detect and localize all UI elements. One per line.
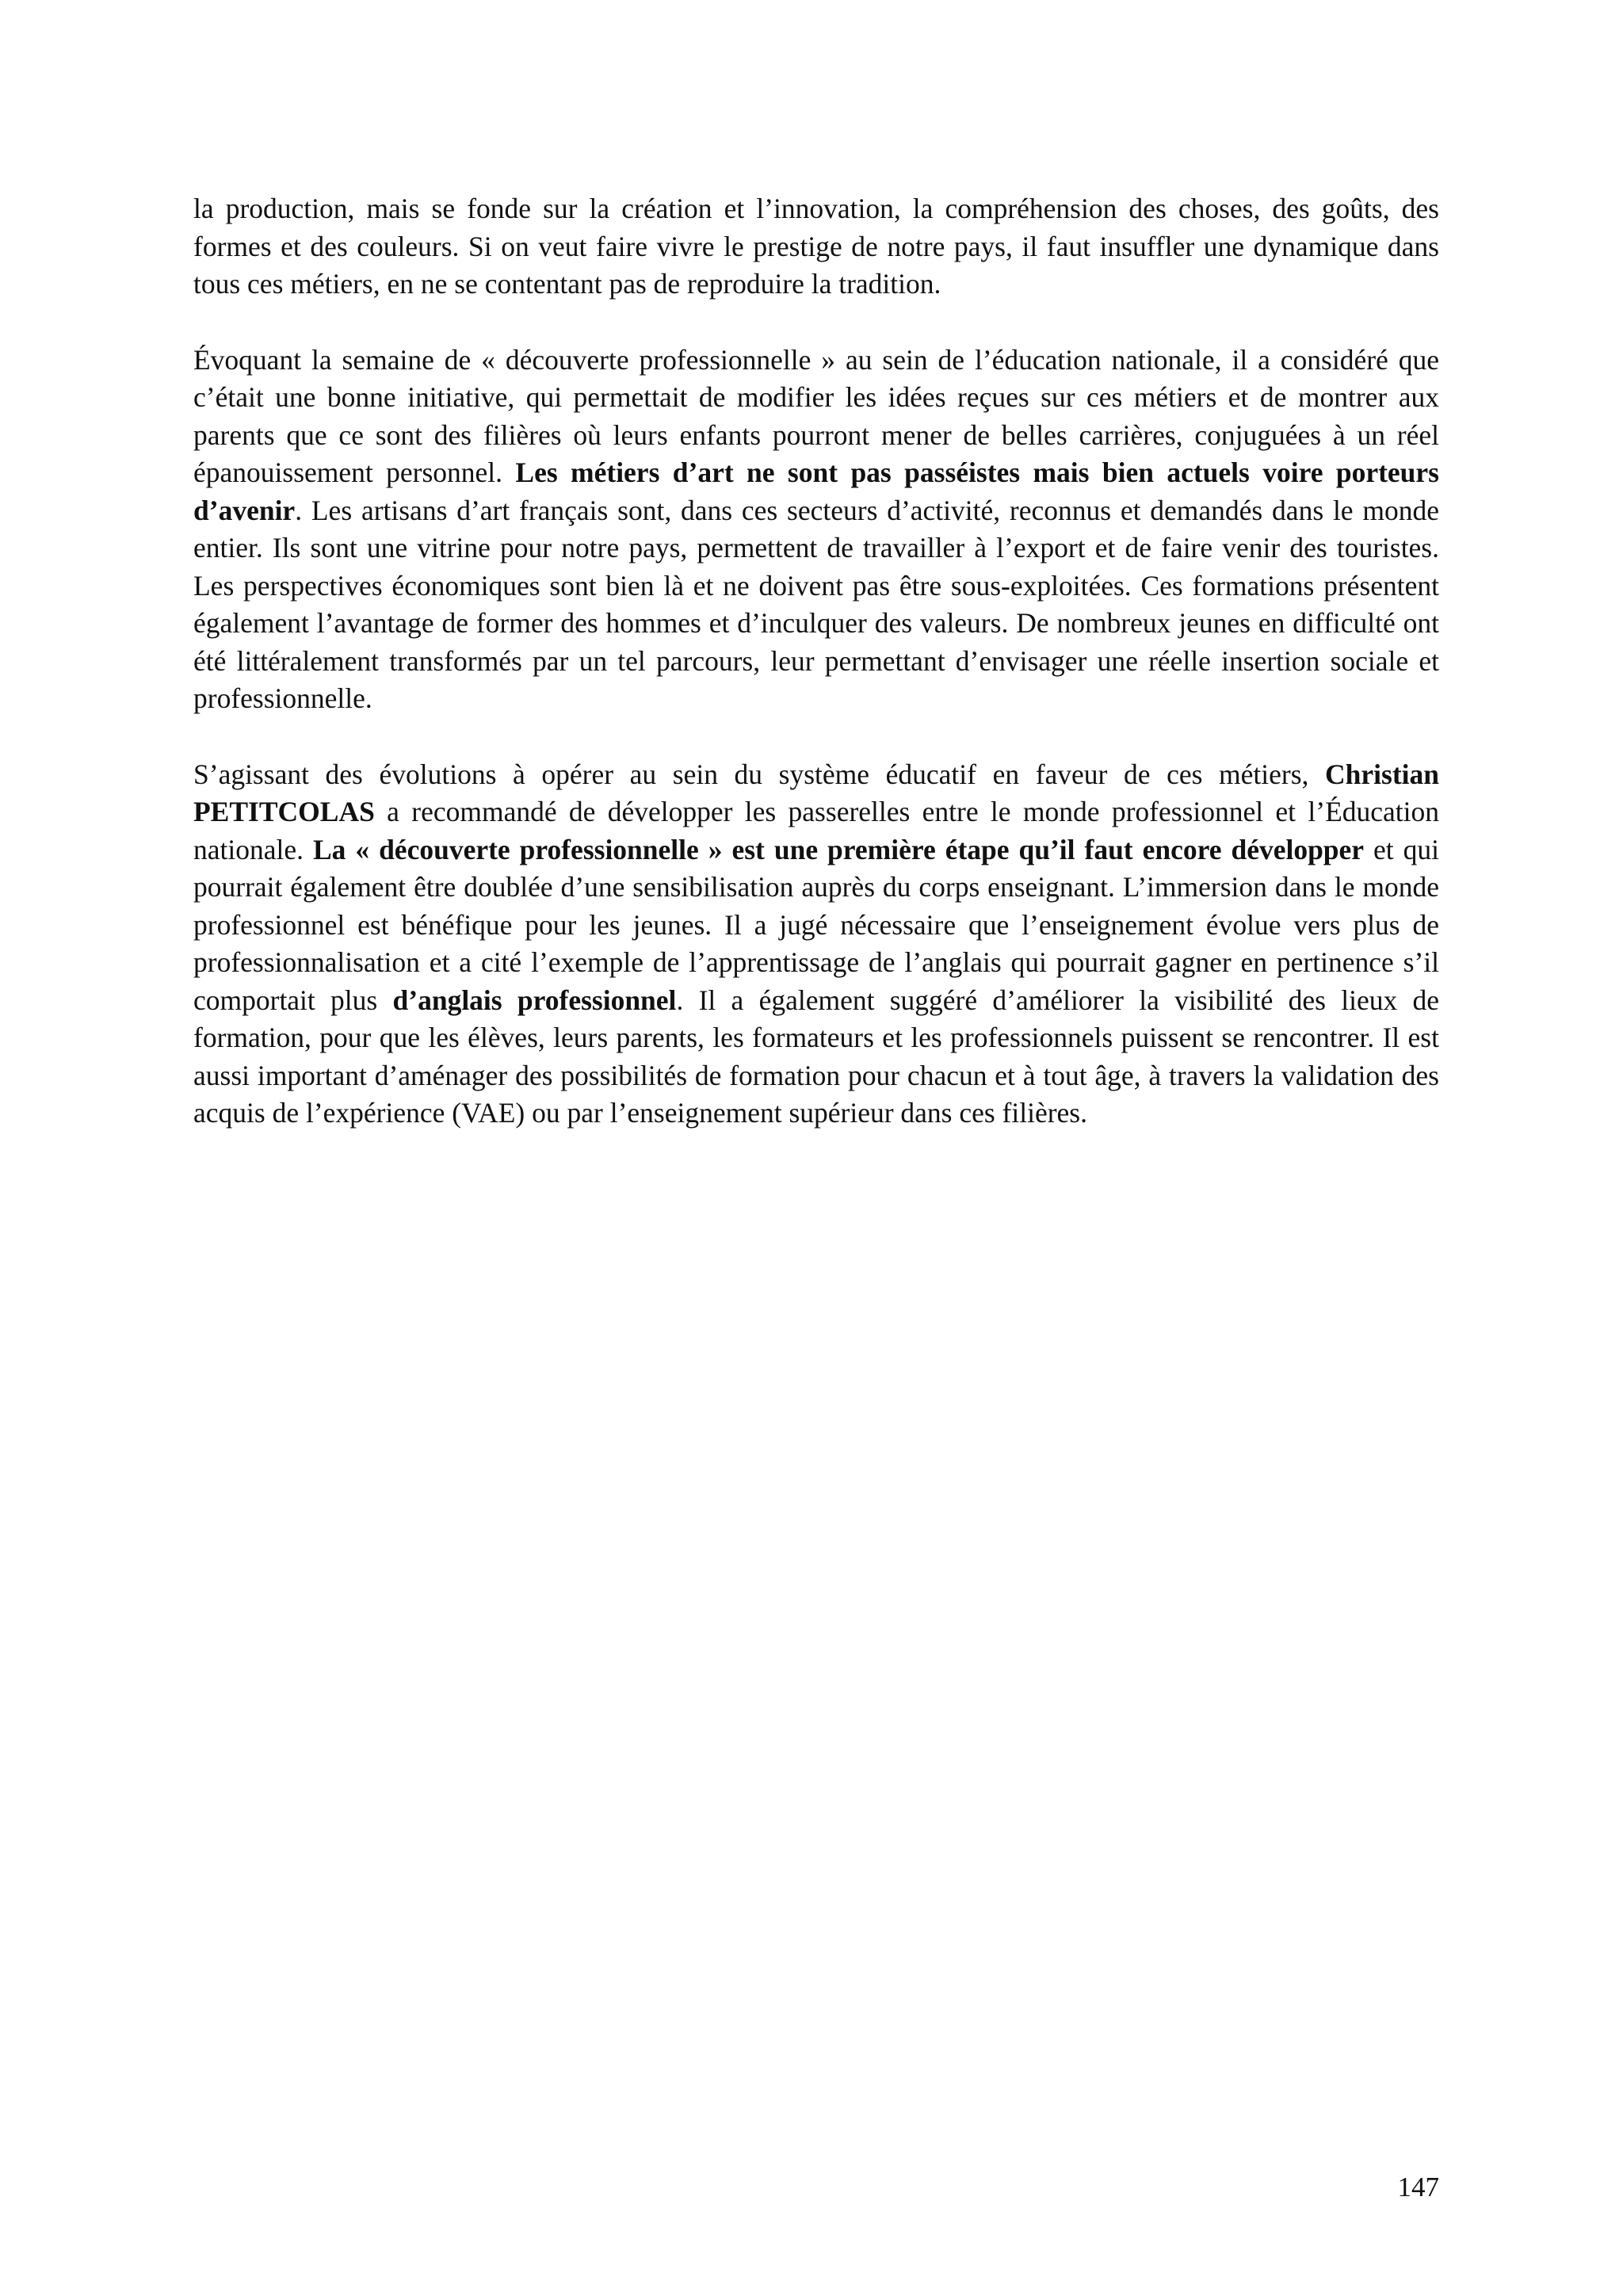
paragraph-text: S’agissant des évolutions à opérer au sein du système éducatif en faveur de ces métiers, bbox=[193, 758, 1325, 790]
paragraph-2 bbox=[193, 342, 1439, 718]
paragraph-3 bbox=[193, 756, 1439, 1133]
paragraph-text: . Les artisans d’art français sont, dans ces secteurs d’activité, reconnus et demandés dans le monde entier. Ils sont une vitrine pour notre pays, permettent de travailler à l’export et de faire venir des touristes. Les perspectives économiques sont bien là et ne doivent pas être sous-exploitées. Ces formations présentent également l’avantage de former des hommes et d’inculquer des valeurs. De nombreux jeunes en difficulté ont été littéralement transformés par un tel parcours, leur permettant d’envisager une réelle insertion sociale et professionnelle. bbox=[193, 494, 1439, 714]
bold-emphasis: La « découverte professionnelle » est une première étape qu’il faut encore développer bbox=[312, 833, 1365, 865]
bold-emphasis: d’anglais professionnel bbox=[392, 984, 677, 1016]
paragraph-text: a recommandé de développer les passerelles entre le monde professionnel et l’Éducation nationale. bbox=[193, 796, 1439, 865]
paragraph-text: la production, mais se fonde sur la création et l’innovation, la compréhension des choses, des goûts, des formes et des couleurs. Si on veut faire vivre le prestige de notre pays, il faut insuffler une dynamique dans tous ces métiers, en ne se contentant pas de reproduire la tradition. bbox=[193, 193, 1439, 300]
bold-person-name: Christian PETITCOLAS bbox=[193, 758, 1439, 827]
document-body bbox=[193, 190, 1439, 1171]
paragraph-text: Évoquant la semaine de « découverte professionnelle » au sein de l’éducation nationale, il a considéré que c’était une bonne initiative, qui permettait de modifier les idées reçues sur ces métiers et de montrer aux parents que ce sont des filières où leurs enfants pourront mener de belles carrières, conjuguées à un réel épanouissement personnel. bbox=[193, 343, 1439, 488]
bold-emphasis: Les métiers d’art ne sont pas passéistes mais bien actuels voire porteurs d’avenir bbox=[193, 457, 1439, 526]
paragraph-1 bbox=[193, 190, 1439, 304]
page-number: 147 bbox=[1397, 2172, 1439, 2202]
paragraph-text: . Il a également suggéré d’améliorer la visibilité des lieux de formation, pour que les élèves, leurs parents, les formateurs et les professionnels puissent se rencontrer. Il est aussi important d’aménager des possibilités de formation pour chacun et à tout âge, à travers la validation des acquis de l’expérience (VAE) ou par l’enseignement supérieur dans ces filières. bbox=[193, 984, 1440, 1129]
paragraph-text: et qui pourrait également être doublée d’une sensibilisation auprès du corps enseignant. L’immersion dans le monde professionnel est bénéfique pour les jeunes. Il a jugé nécessaire que l’enseignement évolue vers plus de professionnalisation et a cité l’exemple de l’apprentissage de l’anglais qui pourrait gagner en pertinence s’il comportait plus bbox=[193, 833, 1439, 1016]
